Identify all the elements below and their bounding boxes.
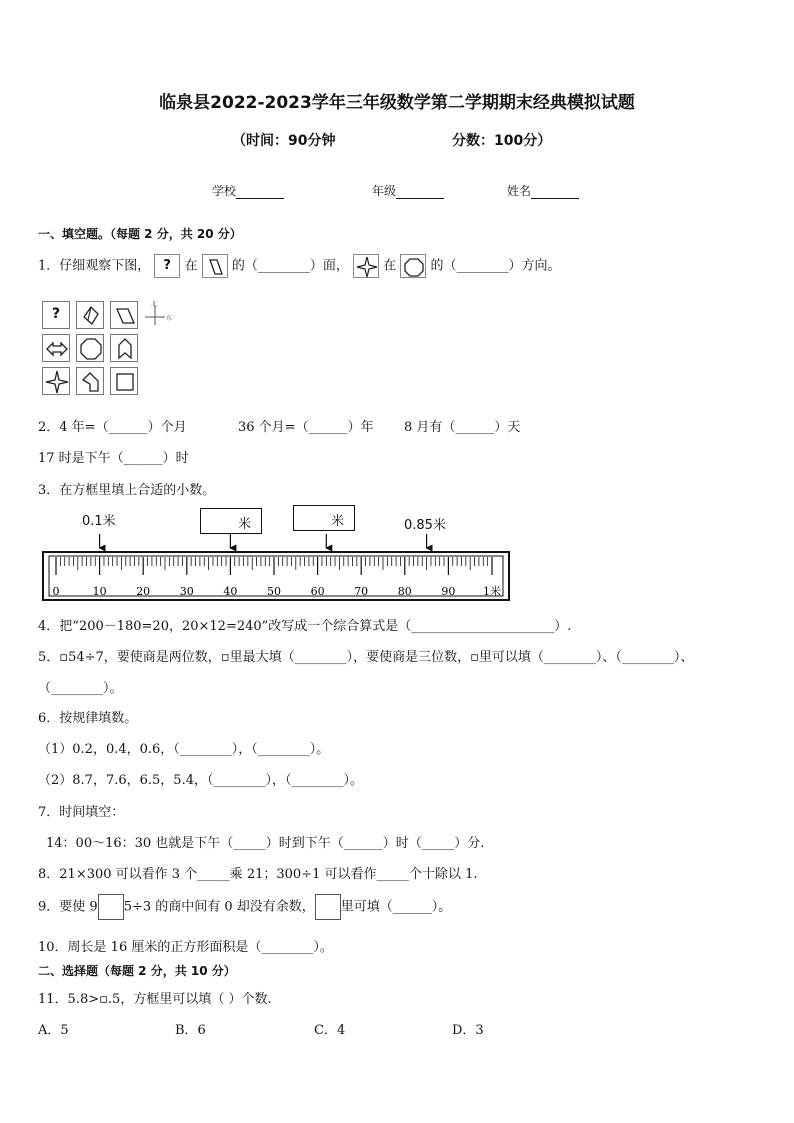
- parallelogram-icon: [110, 301, 138, 329]
- question-6: 6．按规律填数。: [38, 711, 138, 726]
- school-blank[interactable]: [236, 186, 284, 199]
- section1-heading: 一、填空题。（每题 2 分，共 20 分）: [38, 227, 242, 241]
- ruler-tick-label: 10: [92, 585, 107, 598]
- square-icon: [110, 367, 138, 395]
- section2-heading: 二、选择题（每题 2 分，共 10 分）: [38, 964, 236, 978]
- grade-label: 年级: [372, 184, 397, 198]
- question-6-part2: （2）8.7，7.6，6.5，5.4，（________），（________）。: [38, 773, 363, 788]
- digit-box-ref: [315, 894, 341, 920]
- question-3: 3．在方框里填上合适的小数。: [38, 483, 216, 498]
- question-2c: 8 月有（______）天: [404, 420, 521, 435]
- school-label: 学校: [212, 184, 237, 198]
- ruler-tick-label: 70: [354, 585, 369, 598]
- name-blank[interactable]: [531, 186, 579, 199]
- ruler: [40, 528, 514, 604]
- octagon-icon: [76, 334, 104, 362]
- option-c[interactable]: C．4: [314, 1023, 346, 1038]
- grade-blank[interactable]: [396, 186, 444, 199]
- compass-north-label: 北: [151, 301, 158, 308]
- four-point-star-icon: [353, 254, 379, 278]
- question-7-line: 14：00～16：30 也就是下午（_____）时到下午（______）时（_____）分.: [46, 836, 485, 851]
- question-2d: 17 时是下午（______）时: [38, 451, 189, 466]
- grade-field: [372, 182, 444, 199]
- compass-icon: [142, 300, 174, 334]
- question-1: 1．仔细观察下图， ? 在 的（________）面， 在 的（________）方向。: [38, 254, 560, 278]
- compass-east-label: 东: [166, 315, 173, 322]
- ruler-label-left: 0.1米: [82, 514, 116, 529]
- grid-tile-question: ?: [42, 301, 70, 329]
- name-field: [507, 182, 579, 199]
- answer-box-1[interactable]: 米: [200, 508, 262, 534]
- question-2b: 36 个月=（______）年: [238, 420, 374, 435]
- ruler-tick-label: 1米: [483, 585, 501, 598]
- parallelogram-icon: [202, 254, 228, 278]
- ruler-tick-label: 60: [310, 585, 325, 598]
- digit-box[interactable]: [98, 894, 124, 920]
- question-10: 10．周长是 16 厘米的正方形面积是（________）。: [38, 940, 333, 955]
- question-4: 4．把“200－180=20，20×12=240”改写成一个综合算式是（______________________）.: [38, 619, 572, 634]
- ruler-tick-label: 20: [136, 585, 151, 598]
- exam-score: 分数：100分）: [452, 133, 552, 149]
- arrow-shape-icon: [76, 367, 104, 395]
- option-a[interactable]: A．5: [38, 1023, 69, 1038]
- ruler-tick-label: 0: [52, 585, 60, 598]
- question-7: 7．时间填空：: [38, 805, 125, 820]
- option-d[interactable]: D．3: [452, 1023, 484, 1038]
- question-2a: 2．4 年=（______）个月: [38, 420, 187, 435]
- question-5-line2: （________）。: [38, 681, 123, 696]
- exam-title: 临泉县2022-2023学年三年级数学第二学期期末经典模拟试题: [159, 93, 635, 113]
- ruler-tick-label: 30: [179, 585, 194, 598]
- ruler-tick-label: 80: [397, 585, 412, 598]
- question-6-part1: （1）0.2，0.4，0.6，（________），（________）。: [38, 742, 330, 757]
- question-9: 9．要使 9 5÷3 的商中间有 0 却没有余数， 里可填（______）。: [38, 894, 451, 920]
- name-label: 姓名: [507, 184, 532, 198]
- answer-box-2[interactable]: 米: [293, 505, 355, 531]
- four-point-star-icon: [42, 367, 70, 395]
- question-11: 11．5.8>▫.5，方框里可以填（ ）个数.: [38, 992, 272, 1007]
- question-mark-tile: ?: [154, 254, 180, 278]
- pentagon-notch-icon: [110, 334, 138, 362]
- option-b[interactable]: B．6: [175, 1023, 206, 1038]
- ruler-tick-label: 50: [267, 585, 281, 598]
- exam-time: （时间：90分钟: [232, 133, 336, 149]
- ruler-tick-label: 40: [223, 585, 238, 598]
- cut-shape-icon: [76, 301, 104, 329]
- question-5-line1: 5．▫54÷7，要使商是两位数，▫里最大填（________），要使商是三位数，▫里可以填（________）、（________）、: [38, 650, 694, 665]
- ruler-arrows: [100, 534, 427, 548]
- ruler-label-right: 0.85米: [404, 518, 446, 533]
- question-8: 8．21×300 可以看作 3 个_____乘 21；300÷1 可以看作_____个十除以 1.: [38, 867, 478, 882]
- school-field: [212, 182, 284, 199]
- octagon-icon: [400, 254, 426, 278]
- double-arrow-icon: [42, 334, 70, 362]
- ruler-tick-label: 90: [441, 585, 456, 598]
